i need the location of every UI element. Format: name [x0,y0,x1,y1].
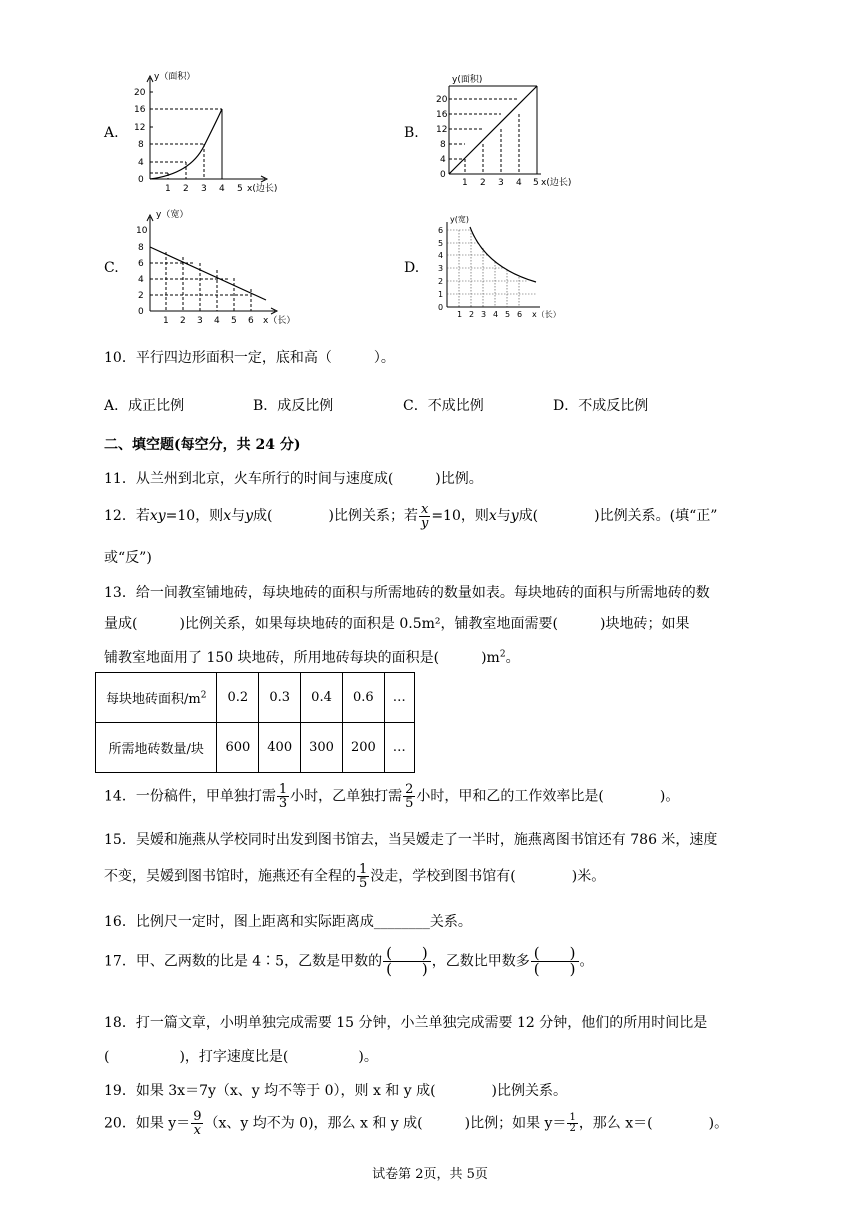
graph-b [424,72,594,190]
table-cell: 0.2 [217,673,259,723]
svg-text:5: 5 [438,239,444,248]
page-footer: 试卷第 2页，共 5页 [372,1167,488,1182]
svg-text:6: 6 [517,310,523,319]
svg-text:3: 3 [498,178,504,188]
question-18-line1: 18．打一篇文章，小明单独完成需要 15 分钟，小兰单独完成需要 12 分钟，他们的所用时间比是 [104,1015,708,1031]
blank-fraction: $\frac{( )}{( )}$ [531,946,579,977]
question-17: 17．甲、乙两数的比是 4∶5，乙数是甲数的 $\frac{( )}{( )}$ ，乙数比甲数多 $\frac{( )}{( )}$ 。 [104,944,594,978]
svg-text:5: 5 [533,178,539,188]
svg-text:0: 0 [438,303,444,312]
svg-text:20: 20 [436,95,448,105]
graph-a [130,66,300,196]
svg-text:3: 3 [197,316,203,326]
option-c-letter[interactable]: C. [104,260,119,276]
svg-text:5: 5 [505,310,511,319]
svg-text:16: 16 [436,110,448,120]
svg-text:0: 0 [138,307,144,317]
svg-text:2: 2 [180,316,186,326]
svg-text:1: 1 [163,316,169,326]
tile-table [95,672,415,773]
graph-d-ylabel: y(宽) [450,215,469,224]
svg-text:12: 12 [436,125,448,135]
question-13-line2: 量成( )比例关系，如果每块地砖的面积是 0.5m²，铺教室地面需要( )块地砖；如果 [104,616,690,632]
question-12-line2: 或“反”) [104,550,152,566]
svg-text:1: 1 [462,178,468,188]
table-cell: 0.6 [342,673,384,723]
question-19: 19．如果 3x＝7y（x、y 均不等于 0），则 x 和 y 成( )比例关系。 [104,1083,568,1099]
svg-text:4: 4 [516,178,522,188]
svg-text:1: 1 [457,310,463,319]
question-14: 14．一份稿件，甲单独打需 $\frac{1}{3}$ 小时，乙单独打需 $\frac{2}{5}$ 小时，甲和乙的工作效率比是( )。 [104,782,680,811]
svg-text:8: 8 [138,243,144,253]
svg-text:6: 6 [438,226,444,235]
svg-text:4: 4 [440,155,446,165]
table-cell: … [384,723,414,773]
svg-text:5: 5 [237,184,243,194]
question-13-line1: 13．给一间教室铺地砖，每块地砖的面积与所需地砖的数量如表。每块地砖的面积与所需地砖的数 [104,585,710,601]
question-11: 11．从兰州到北京，火车所行的时间与速度成( )比例。 [104,471,483,487]
table-row-label: 每块地砖面积$/m^2$ [96,673,217,723]
graph-d [430,212,580,324]
svg-text:4: 4 [493,310,499,319]
q10-option-d[interactable]: D．不成反比例 [553,398,649,414]
svg-text:16: 16 [134,105,146,115]
svg-text:0: 0 [138,175,144,185]
graph-d-xlabel: x（长） [532,310,561,319]
question-20: 20．如果 y＝ $\frac{9}{x}$ （x、y 均不为 0)，那么 x 和 y 成( )比例；如果 y＝ $\frac{1}{2}$ ，那么 x＝( )。 [104,1109,729,1138]
section-heading: 二、填空题(每空分，共 24 分) [104,437,301,453]
svg-text:0: 0 [440,170,446,180]
svg-text:3: 3 [201,184,207,194]
svg-text:3: 3 [438,264,444,273]
question-13-line3: 铺教室地面用了 150 块地砖，所用地砖每块的面积是( )$m^2$。 [104,649,520,666]
option-d-letter[interactable]: D. [404,260,420,276]
svg-text:2: 2 [469,310,475,319]
q10-option-a[interactable]: A．成正比例 [104,398,185,414]
option-b-letter[interactable]: B. [404,125,419,141]
svg-text:4: 4 [138,158,144,168]
table-cell: 300 [301,723,343,773]
table-cell: 0.3 [259,673,301,723]
table-cell: … [384,673,414,723]
question-12: 12．若xy=10，则x与y成( )比例关系；若 $\frac{x}{y}$ =10，则x与y成( )比例关系。(填“正” [104,501,718,531]
table-cell: 200 [342,723,384,773]
svg-text:20: 20 [134,88,146,98]
graph-a-ylabel: y（面积） [154,72,196,82]
blank-fraction: $\frac{( )}{( )}$ [383,946,431,977]
graph-a-xlabel: x(边长) [247,184,278,194]
table-cell: 0.4 [301,673,343,723]
graph-c-ylabel: y（宽） [156,210,189,220]
graph-b-ylabel: y(面积) [452,75,483,85]
table-cell: 600 [217,723,259,773]
question-18-line2: ( )，打字速度比是( )。 [104,1049,378,1065]
svg-text:12: 12 [134,123,146,133]
graph-c [130,205,310,330]
svg-text:2: 2 [438,277,444,286]
svg-text:8: 8 [440,140,446,150]
question-15-line1: 15．吴嫒和施燕从学校同时出发到图书馆去，当吴嫒走了一半时，施燕离图书馆还有 786 米，速度 [104,832,718,848]
svg-text:6: 6 [138,259,144,269]
q10-option-b[interactable]: B．成反比例 [253,398,334,414]
graph-c-xlabel: x（长） [263,316,296,326]
table-row [96,723,415,773]
graph-b-xlabel: x(边长) [541,178,572,188]
svg-text:1: 1 [165,184,171,194]
svg-text:10: 10 [136,226,148,236]
svg-text:4: 4 [138,275,144,285]
svg-text:2: 2 [480,178,486,188]
question-10: 10．平行四边形面积一定，底和高（ ）。 [104,350,395,366]
q10-option-c[interactable]: C．不成比例 [403,398,484,414]
question-16: 16．比例尺一定时，图上距离和实际距离成________关系。 [104,914,472,930]
svg-text:2: 2 [138,291,144,301]
fraction-x-over-y: $\frac{x}{y}$ [420,501,429,531]
svg-text:2: 2 [183,184,189,194]
svg-text:6: 6 [248,316,254,326]
svg-text:4: 4 [219,184,225,194]
table-row-label: 所需地砖数量/块 [96,723,217,773]
table-cell: 400 [259,723,301,773]
svg-text:4: 4 [214,316,220,326]
svg-text:1: 1 [438,290,444,299]
option-a-letter[interactable]: A. [104,125,119,141]
table-row [96,673,415,723]
svg-text:5: 5 [231,316,237,326]
svg-text:4: 4 [438,251,444,260]
question-15-line2: 不变，吴嫒到图书馆时，施燕还有全程的 $\frac{1}{5}$ 没走，学校到图书馆有( )米。 [104,862,606,891]
svg-text:3: 3 [481,310,487,319]
svg-text:8: 8 [138,140,144,150]
